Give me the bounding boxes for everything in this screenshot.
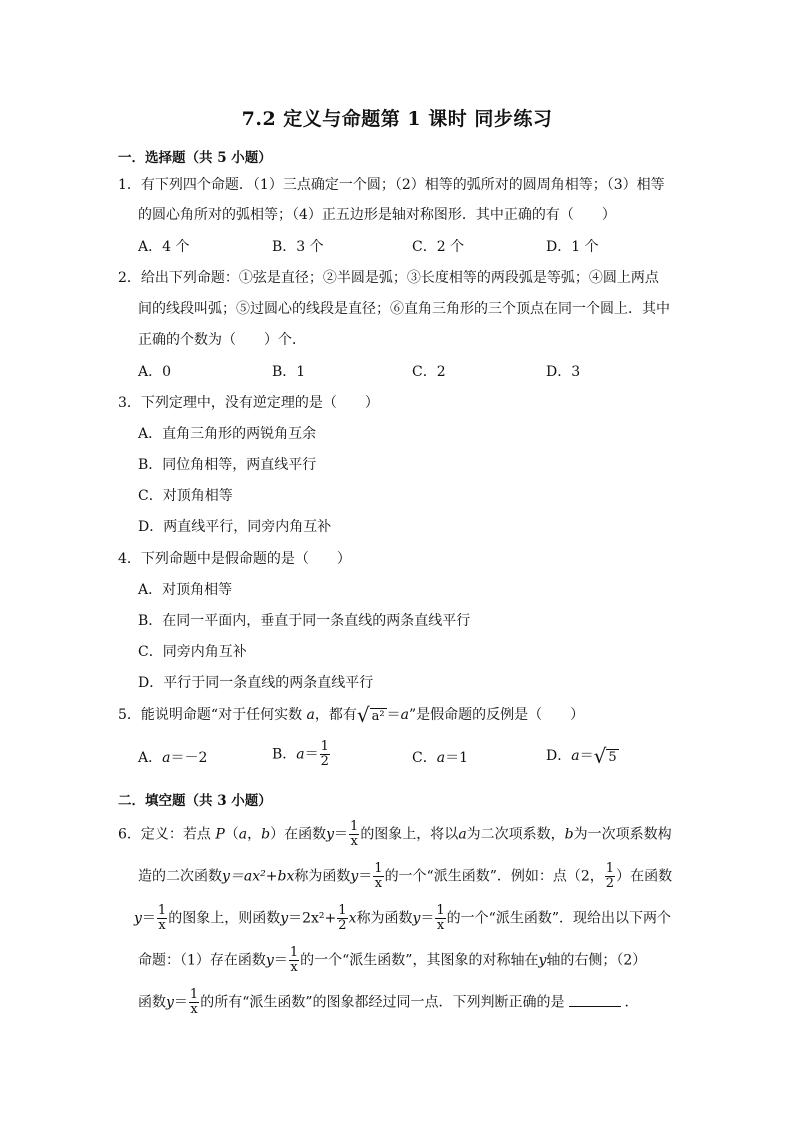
q6-line3: y＝ $\frac{1}{x}$ 的图象上，则函数y＝2x²+ $\frac{1}{2}$ x称为函数y＝ $\frac{1}{x}$ 的一个“派生函数”．现给出以下两个 <box>134 903 671 933</box>
q6-line4: 命题：（1）存在函数y＝ $\frac{1}{x}$ 的一个“派生函数”，其图象的对称轴在y轴的右侧；（2） <box>138 945 647 975</box>
q2-option-b: B．1 <box>272 364 306 380</box>
q1-option-d: D．1 个 <box>546 239 599 255</box>
page-title: 7.2 定义与命题第 1 课时 同步练习 <box>241 108 553 130</box>
q6-line2: 造的二次函数y＝ax²+bx称为函数y＝ $\frac{1}{x}$ 的一个“派生函数”．例如：点（2， $\frac{1}{2}$ ）在函数 <box>138 861 673 891</box>
q4-option-b: B．在同一平面内，垂直于同一条直线的两条直线平行 <box>138 613 471 629</box>
q1-stem-line1: 1．有下列四个命题．（1）三点确定一个圆；（2）相等的弧所对的圆周角相等；（3）相等 <box>118 177 665 193</box>
q6-line5: 函数y＝ $\frac{1}{x}$ 的所有“派生函数”的图象都经过同一点．下列判断正确的是 ． <box>138 987 639 1017</box>
sqrt-five: √ 5 <box>593 744 617 768</box>
q1-option-c: C．2 个 <box>412 239 465 255</box>
fraction-one-half: $\frac{1}{2}$ <box>320 739 329 769</box>
q4-option-d: D．平行于同一条直线的两条直线平行 <box>138 675 374 691</box>
fraction-one-over-x: $\frac{1}{x}$ <box>189 987 199 1017</box>
fraction-one-half: $\frac{1}{2}$ <box>605 861 615 891</box>
q5-option-d: D．a＝ √ 5 <box>546 744 617 768</box>
q3-stem: 3．下列定理中，没有逆定理的是（ ） <box>118 395 379 411</box>
q5-option-b: B．a＝ $\frac{1}{2}$ <box>272 739 329 769</box>
q4-option-a: A．对顶角相等 <box>138 582 233 598</box>
section-choice-heading: 一．选择题（共 5 小题） <box>118 150 272 166</box>
fraction-one-over-x: $\frac{1}{x}$ <box>374 861 383 891</box>
q2-option-a: A．0 <box>138 364 172 380</box>
sqrt-a-squared: √ a² <box>356 703 385 727</box>
q5-stem: 5．能说明命题“对于任何实数 a，都有 √ a² ＝a”是假命题的反例是（ ） <box>118 703 585 727</box>
fraction-one-over-x: $\frac{1}{x}$ <box>436 903 445 933</box>
q5-option-c: C．a＝1 <box>412 750 468 766</box>
q4-stem: 4．下列命题中是假命题的是（ ） <box>118 551 351 567</box>
q1-option-b: B．3 个 <box>272 239 324 255</box>
q4-option-c: C．同旁内角互补 <box>138 644 247 660</box>
q1-stem-line2: 的圆心角所对的弧相等；（4）正五边形是轴对称图形．其中正确的有（ ） <box>138 207 616 223</box>
q2-stem-line1: 2．给出下列命题：①弦是直径；②半圆是弧；③长度相等的两段弧是等弧；④圆上两点 <box>118 270 659 286</box>
q3-option-b: B．同位角相等，两直线平行 <box>138 457 317 473</box>
q2-option-d: D．3 <box>546 364 581 380</box>
q5-option-a: A．a＝－2 <box>138 750 208 766</box>
q1-option-a: A．4 个 <box>138 239 190 255</box>
section-fill-heading: 二．填空题（共 3 小题） <box>118 793 272 809</box>
answer-blank[interactable] <box>569 994 621 1007</box>
q3-option-a: A．直角三角形的两锐角互余 <box>138 426 317 442</box>
q3-option-d: D．两直线平行，同旁内角互补 <box>138 519 332 535</box>
fraction-one-over-x: $\frac{1}{x}$ <box>289 945 299 975</box>
q2-option-c: C．2 <box>412 364 446 380</box>
q3-option-c: C．对顶角相等 <box>138 488 233 504</box>
q6-line1: 6．定义：若点 P（a，b）在函数y＝ $\frac{1}{x}$ 的图象上，将以a为二次项系数，b为一次项系数构 <box>118 819 672 849</box>
q2-stem-line2: 间的线段叫弧；⑤过圆心的线段是直径；⑥直角三角形的三个顶点在同一个圆上．其中 <box>138 301 670 317</box>
q2-stem-line3: 正确的个数为（ ）个． <box>138 332 306 348</box>
fraction-one-over-x: $\frac{1}{x}$ <box>157 903 167 933</box>
fraction-one-half: $\frac{1}{2}$ <box>338 903 347 933</box>
fraction-one-over-x: $\frac{1}{x}$ <box>350 819 359 849</box>
